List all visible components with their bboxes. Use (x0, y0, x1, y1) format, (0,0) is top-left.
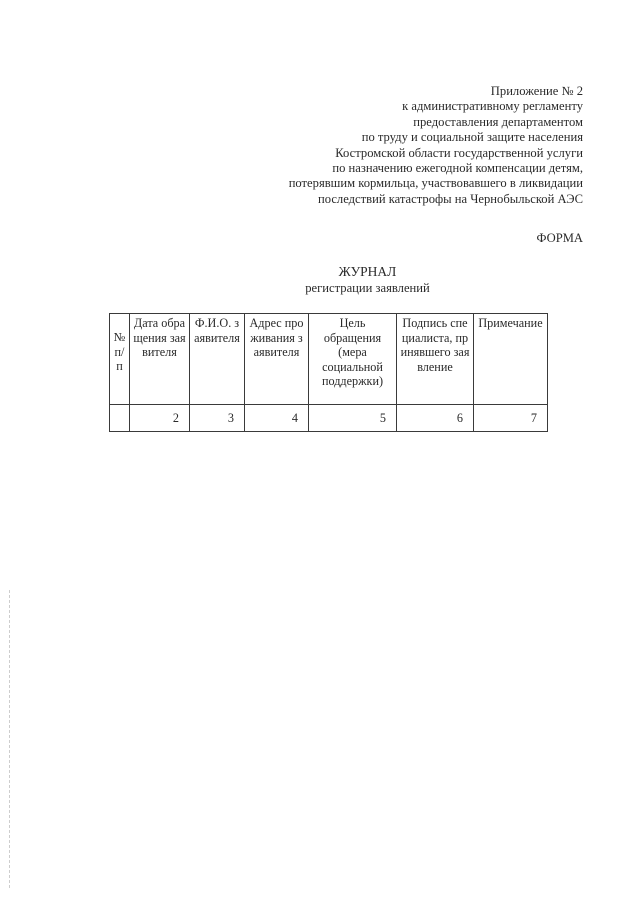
table-cell: 7 (474, 405, 548, 432)
scan-edge-artifact (9, 590, 10, 890)
appendix-header (183, 84, 583, 207)
table-header-row (110, 314, 548, 405)
table-cell: 5 (309, 405, 397, 432)
header-line: Приложение № 2 (490, 84, 583, 98)
table-row (110, 405, 548, 432)
table-cell: 2 (130, 405, 190, 432)
table-cell: 3 (190, 405, 245, 432)
header-line: потерявшим кормильца, участвовавшего в ликвидации (288, 176, 583, 191)
journal-title (0, 264, 640, 296)
column-header-name: Ф.И.О. заявителя (190, 314, 245, 405)
header-line: предоставления департаментом (413, 114, 583, 129)
journal-title-main: ЖУРНАЛ (338, 264, 397, 279)
column-header-purpose: Цель обращения (мера социальной поддержки) (309, 314, 397, 405)
header-line: к административному регламенту (402, 99, 583, 114)
table-cell: 4 (245, 405, 309, 432)
column-header-date: Дата обращения заявителя (130, 314, 190, 405)
column-header-address: Адрес проживания заявителя (245, 314, 309, 405)
registration-table (109, 313, 548, 432)
table-cell: 6 (397, 405, 474, 432)
journal-title-sub: регистрации заявлений (305, 281, 430, 295)
header-line: по назначению ежегодной компенсации детям, (332, 161, 583, 176)
form-label: ФОРМА (536, 231, 583, 245)
column-header-notes: Примечание (474, 314, 548, 405)
header-line: Костромской области государственной услуги (335, 145, 583, 160)
table-cell (110, 405, 130, 432)
column-header-number: № п/п (110, 314, 130, 405)
column-header-signature: Подпись специалиста, принявшего заявление (397, 314, 474, 405)
header-line: последствий катастрофы на Чернобыльской АЭС (317, 191, 583, 206)
header-line: по труду и социальной защите населения (361, 130, 583, 145)
